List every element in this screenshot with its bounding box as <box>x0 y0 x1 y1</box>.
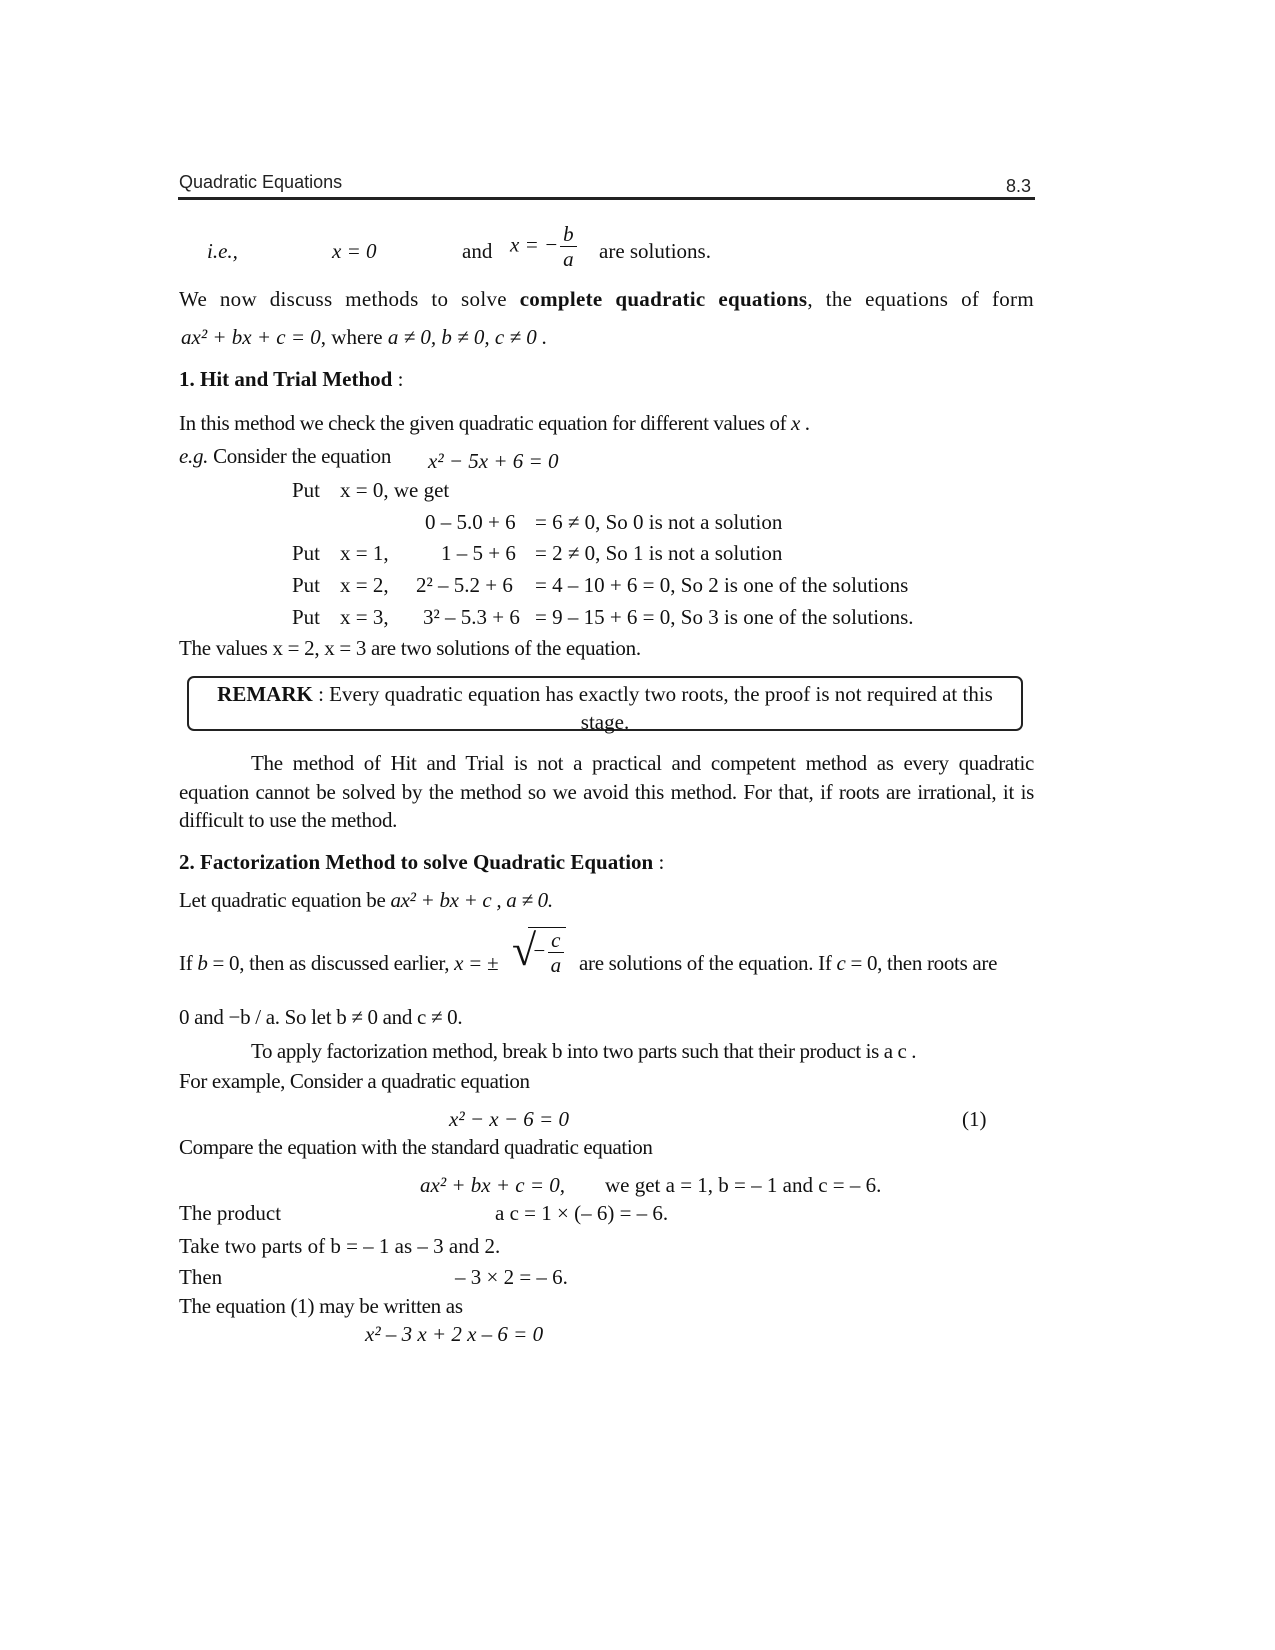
intro-bold-term: complete quadratic equations <box>519 287 808 311</box>
x-equals-neg-b-over-a <box>510 222 579 271</box>
sqrt-denominator: a <box>548 952 563 977</box>
b-zero-line-end <box>579 950 997 976</box>
intro-pre: We now discuss methods to solve <box>179 287 520 311</box>
remark-content <box>189 680 1021 736</box>
section-2-heading <box>179 849 664 875</box>
let-equation-line <box>179 887 553 913</box>
remark-text: : Every quadratic equation has exactly two roots, the proof is not required at this stage. <box>312 682 993 734</box>
hit-trial-intro <box>179 410 810 436</box>
intro-paragraph <box>179 286 1034 312</box>
x-plus-minus: x = ± <box>454 951 499 975</box>
compare-text: Compare the equation with the standard quadratic equation <box>179 1135 653 1159</box>
trial-0-put: Put <box>292 478 321 502</box>
nonzero-conditions: a ≠ 0, b ≠ 0, c ≠ 0 . <box>387 325 548 349</box>
fraction-c-over-a <box>548 928 563 977</box>
if-c-var: c <box>836 951 846 975</box>
page-number: 8.3 <box>1006 176 1032 196</box>
product-label: The product <box>179 1201 282 1225</box>
apply-factorization-text: To apply factorization method, break b into two parts such that their product is a c . <box>251 1039 917 1063</box>
general-form-line <box>181 324 547 350</box>
sqrt-numerator: c <box>551 928 561 952</box>
general-form-equation: ax² + bx + c = 0 <box>181 325 321 349</box>
and-word: and <box>462 239 493 263</box>
trial-3-result: = 4 – 10 + 6 = 0, So 2 is one of the solutions <box>535 573 909 597</box>
product-equation: a c = 1 × (– 6) = – 6. <box>495 1201 669 1225</box>
eg-label: e.g. <box>179 444 209 468</box>
ie-text: i.e., <box>207 239 238 263</box>
example-line <box>179 443 391 469</box>
eg-text: Consider the equation <box>208 444 392 468</box>
take-parts-text: Take two parts of b = – 1 as – 3 and 2. <box>179 1234 501 1258</box>
header-rule <box>178 197 1035 200</box>
x-eq-label: x = − <box>510 232 559 257</box>
trial-2-calc: 1 – 5 + 6 <box>441 541 516 565</box>
remark-label: REMARK <box>217 682 313 706</box>
trial-4-result: = 9 – 15 + 6 = 0, So 3 is one of the solutions. <box>535 605 914 629</box>
trial-2-put: Put <box>292 541 321 565</box>
section-2-heading-text: 2. Factorization Method to solve Quadratic Equation <box>179 850 654 874</box>
section-1-heading <box>179 366 403 392</box>
let-equation: ax² + bx + c , a ≠ 0. <box>390 888 553 912</box>
hit-trial-intro-text: In this method we check the given quadratic equation for different values of <box>179 411 792 435</box>
hit-trial-intro-var: x <box>791 411 800 435</box>
fraction-numerator: b <box>560 222 577 247</box>
if-word: If <box>179 951 198 975</box>
if-post-text: are solutions of the equation. If <box>579 951 837 975</box>
rewritten-equation: x² – 3 x + 2 x – 6 = 0 <box>365 1322 544 1346</box>
equation-1: x² − x − 6 = 0 <box>449 1107 569 1131</box>
sqrt-expression <box>512 927 566 977</box>
ie-label <box>207 238 238 264</box>
trial-0-x: x = 0, we get <box>340 478 450 502</box>
standard-equation: ax² + bx + c = 0, <box>420 1173 566 1197</box>
section-1-heading-text: 1. Hit and Trial Method <box>179 367 393 391</box>
section-2-heading-colon: : <box>653 850 665 874</box>
then-equation: – 3 × 2 = – 6. <box>455 1265 568 1289</box>
trial-1-result: = 6 ≠ 0, So 0 is not a solution <box>535 510 783 534</box>
square-root <box>512 927 566 977</box>
intro-post: , the equations of form <box>807 287 1034 311</box>
remark-box <box>187 676 1023 734</box>
if-b-var: b <box>197 951 208 975</box>
equation-1-label: (1) <box>962 1107 987 1131</box>
trial-2-result: = 2 ≠ 0, So 1 is not a solution <box>535 541 783 565</box>
section-1-heading-colon: : <box>392 367 404 391</box>
trial-1-calc: 0 – 5.0 + 6 <box>425 510 516 534</box>
trial-3-calc: 2² – 5.2 + 6 <box>416 573 513 597</box>
hit-trial-note: The method of Hit and Trial is not a practical and competent method as every quadratic equation cannot be solved by the method so we avoid this method. For that, if roots are irrational, it is difficult to use the method. <box>179 751 1034 832</box>
trial-3-put: Put <box>292 573 321 597</box>
rewrite-text: The equation (1) may be written as <box>179 1294 463 1318</box>
sqrt-minus: − <box>532 938 547 963</box>
trial-4-calc: 3² – 5.3 + 6 <box>423 605 520 629</box>
if-end-text: = 0, then roots are <box>845 951 998 975</box>
trial-3-x: x = 2, <box>340 573 389 597</box>
solutions-conclusion: The values x = 2, x = 3 are two solutions of the equation. <box>179 636 641 660</box>
running-header-title: Quadratic Equations <box>179 172 343 192</box>
if-mid-text: = 0, then as discussed earlier, <box>207 951 455 975</box>
b-zero-line-start <box>179 950 498 976</box>
let-text: Let quadratic equation be <box>179 888 391 912</box>
hit-trial-intro-end: . <box>799 411 810 435</box>
fraction-b-over-a <box>560 222 577 271</box>
where-word: , where <box>320 325 388 349</box>
example-intro-text: For example, Consider a quadratic equation <box>179 1069 530 1093</box>
are-solutions-text: are solutions. <box>599 239 711 263</box>
trial-4-put: Put <box>292 605 321 629</box>
example-equation: x² − 5x + 6 = 0 <box>428 449 559 473</box>
x-equals-zero: x = 0 <box>332 239 377 263</box>
coefficients-result: we get a = 1, b = – 1 and c = – 6. <box>605 1173 882 1197</box>
trial-4-x: x = 3, <box>340 605 389 629</box>
trial-2-x: x = 1, <box>340 541 389 565</box>
radical-sign-icon: √ <box>512 926 537 975</box>
fraction-denominator: a <box>563 247 574 271</box>
then-label: Then <box>179 1265 223 1289</box>
roots-line: 0 and −b / a. So let b ≠ 0 and c ≠ 0. <box>179 1005 463 1029</box>
